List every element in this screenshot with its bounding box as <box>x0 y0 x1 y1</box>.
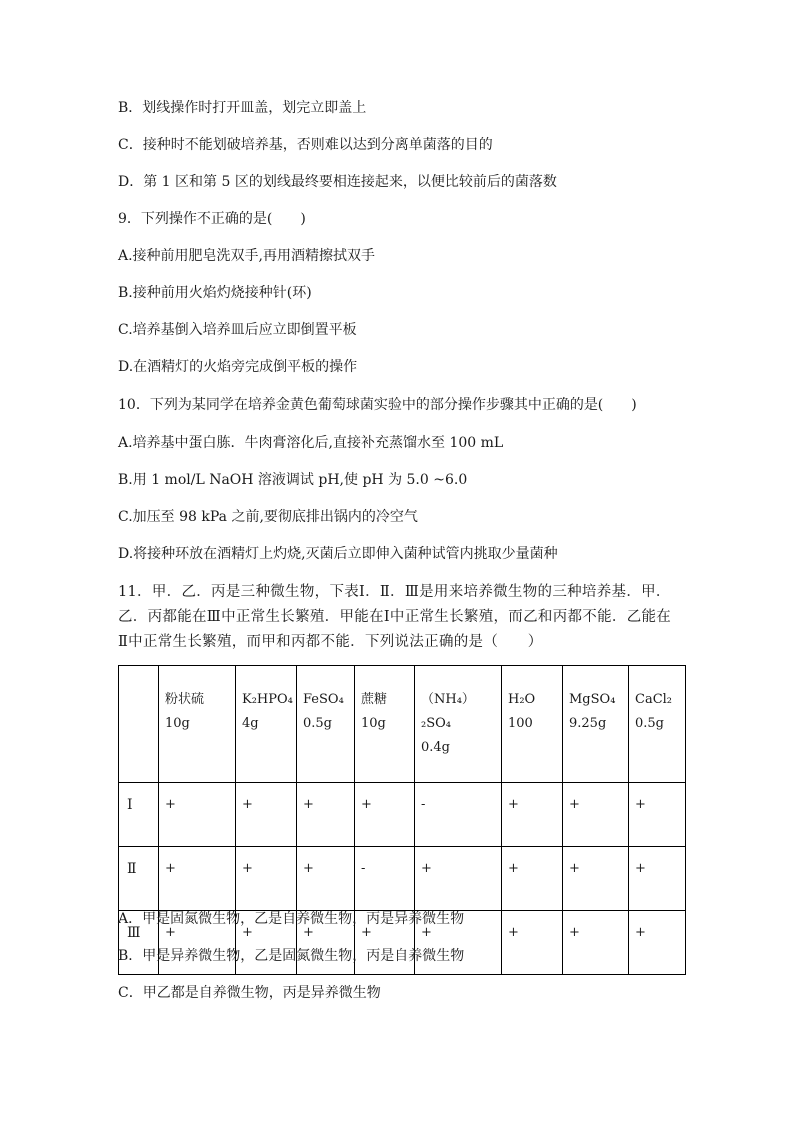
q8-option-b: B．划线操作时打开皿盖，划完立即盖上 <box>118 100 367 116</box>
q11-option-b: B．甲是异养微生物，乙是固氮微生物，丙是自养微生物 <box>118 948 465 964</box>
header-cell: 蔗糖 10g <box>355 666 415 783</box>
q11-option-c: C．甲乙都是自养微生物，丙是异养微生物 <box>118 985 381 1001</box>
corner-cell <box>119 666 159 783</box>
header-cell: （NH₄）₂SO₄ 0.4g <box>415 666 502 783</box>
table-cell: + <box>159 911 236 975</box>
row-label: Ⅲ <box>119 911 159 975</box>
q8-option-d: D．第 1 区和第 5 区的划线最终要相连接起来，以便比较前后的菌落数 <box>118 174 557 190</box>
q10-stem: 10．下列为某同学在培养金黄色葡萄球菌实验中的部分操作步骤其中正确的是( ) <box>118 397 637 413</box>
q9-stem: 9．下列操作不正确的是( ) <box>118 211 306 227</box>
table-cell: + <box>563 783 629 847</box>
q9-option-c: C.培养基倒入培养皿后应立即倒置平板 <box>118 322 357 338</box>
table-cell: - <box>415 783 502 847</box>
table-cell: + <box>297 783 355 847</box>
table-cell: + <box>415 847 502 911</box>
table-cell: + <box>297 911 355 975</box>
table-cell: + <box>297 847 355 911</box>
table-cell: + <box>629 847 686 911</box>
table-header-row <box>119 666 686 783</box>
q9-option-d: D.在酒精灯的火焰旁完成倒平板的操作 <box>118 359 358 375</box>
q8-option-c: C．接种时不能划破培养基，否则难以达到分离单菌落的目的 <box>118 137 493 153</box>
table-row <box>119 783 686 847</box>
header-cell: H₂O 100 <box>502 666 563 783</box>
q11-option-a: A．甲是固氮微生物，乙是自养微生物，丙是异养微生物 <box>118 911 465 927</box>
header-cell: MgSO₄ 9.25g <box>563 666 629 783</box>
table-cell: + <box>159 847 236 911</box>
table-cell: + <box>355 911 415 975</box>
table-cell: + <box>502 783 563 847</box>
table-cell: + <box>236 847 297 911</box>
row-label: Ⅰ <box>119 783 159 847</box>
header-cell: FeSO₄ 0.5g <box>297 666 355 783</box>
table-cell: + <box>629 783 686 847</box>
q10-option-b: B.用 1 mol/L NaOH 溶液调试 pH,使 pH 为 5.0 ~6.0 <box>118 472 468 488</box>
q10-option-a: A.培养基中蛋白胨．牛肉膏溶化后,直接补充蒸馏水至 100 mL <box>118 435 504 451</box>
table-row <box>119 847 686 911</box>
table-cell: + <box>502 847 563 911</box>
table-cell: + <box>236 911 297 975</box>
table-cell: + <box>415 911 502 975</box>
table-cell: + <box>355 783 415 847</box>
table-cell: + <box>563 847 629 911</box>
table-cell: + <box>236 783 297 847</box>
header-cell: K₂HPO₄ 4g <box>236 666 297 783</box>
header-cell: 粉状硫 10g <box>159 666 236 783</box>
q9-option-a: A.接种前用肥皂洗双手,再用酒精擦拭双手 <box>118 248 376 264</box>
header-cell: CaCl₂ 0.5g <box>629 666 686 783</box>
culture-medium-table <box>118 665 686 975</box>
row-label: Ⅱ <box>119 847 159 911</box>
q10-option-c: C.加压至 98 kPa 之前,要彻底排出锅内的冷空气 <box>118 509 418 525</box>
table-cell: + <box>159 783 236 847</box>
q11-stem: 11．甲．乙．丙是三种微生物，下表Ⅰ．Ⅱ．Ⅲ是用来培养微生物的三种培养基．甲．乙．丙都能在Ⅲ中正常生长繁殖．甲能在Ⅰ中正常生长繁殖，而乙和丙都不能．乙能在Ⅱ中正常生长繁殖，而甲和丙都不能．下列说法正确的是（ ） <box>118 584 672 650</box>
q10-option-d: D.将接种环放在酒精灯上灼烧,灭菌后立即伸入菌种试管内挑取少量菌种 <box>118 546 558 562</box>
table-cell: + <box>502 911 563 975</box>
q9-option-b: B.接种前用火焰灼烧接种针(环) <box>118 285 312 301</box>
table-cell: + <box>563 911 629 975</box>
table-cell: + <box>629 911 686 975</box>
table-cell: - <box>355 847 415 911</box>
